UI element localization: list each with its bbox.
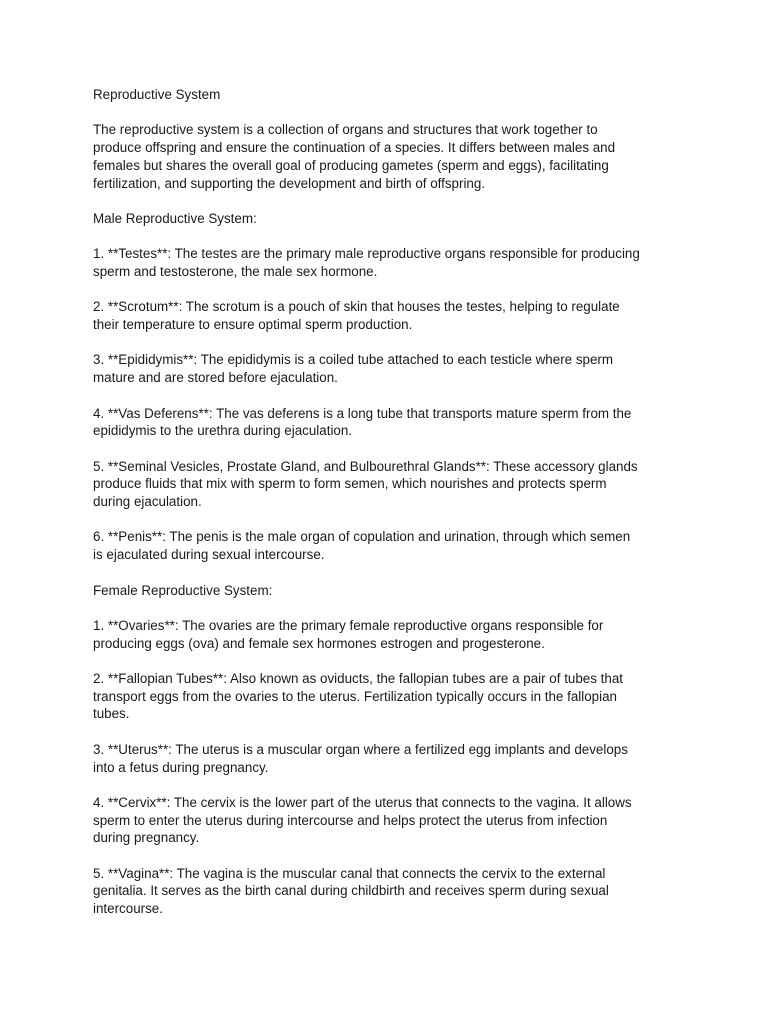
list-item-line: intercourse. <box>93 901 163 917</box>
list-item-line: during pregnancy. <box>93 830 200 846</box>
female-item-vagina <box>93 865 683 918</box>
list-item-line: is ejaculated during sexual intercourse. <box>93 547 325 563</box>
list-item-line: 1. **Testes**: The testes are the primary male reproductive organs responsible for producing <box>93 246 640 262</box>
list-item-line: transport eggs from the ovaries to the uterus. Fertilization typically occurs in the fallopian <box>93 688 617 704</box>
list-item-line: 3. **Uterus**: The uterus is a muscular organ where a fertilized egg implants and develops <box>93 741 628 757</box>
female-item-ovaries <box>93 617 683 652</box>
list-item-line: produce fluids that mix with sperm to form semen, which nourishes and protects sperm <box>93 476 607 492</box>
list-item-line: 2. **Scrotum**: The scrotum is a pouch of skin that houses the testes, helping to regulate <box>93 299 620 315</box>
title-line: Reproductive System <box>93 87 221 102</box>
list-item-line: tubes. <box>93 706 130 722</box>
list-item-line: mature and are stored before ejaculation. <box>93 370 338 386</box>
list-item-line: 5. **Seminal Vesicles, Prostate Gland, and Bulbourethral Glands**: These accessory glands <box>93 458 638 474</box>
list-item-line: 5. **Vagina**: The vagina is the muscular canal that connects the cervix to the external <box>93 865 606 881</box>
intro-paragraph <box>93 121 683 192</box>
female-item-fallopian-tubes <box>93 670 683 723</box>
list-item-line: producing eggs (ova) and female sex hormones estrogen and progesterone. <box>93 635 545 651</box>
male-item-epididymis <box>93 351 683 386</box>
list-item-line: 4. **Vas Deferens**: The vas deferens is a long tube that transports mature sperm from the <box>93 405 632 421</box>
list-item-line: 2. **Fallopian Tubes**: Also known as oviducts, the fallopian tubes are a pair of tubes that <box>93 671 624 687</box>
list-item-line: 1. **Ovaries**: The ovaries are the primary female reproductive organs responsible for <box>93 617 604 633</box>
intro-line: produce offspring and ensure the continuation of a species. It differs between males and <box>93 140 616 156</box>
male-item-scrotum <box>93 298 683 333</box>
section-heading-line: Female Reproductive System: <box>93 582 273 598</box>
male-item-accessory-glands <box>93 458 683 511</box>
list-item-line: during ejaculation. <box>93 494 202 510</box>
section-heading-line: Male Reproductive System: <box>93 210 257 226</box>
list-item-line: 4. **Cervix**: The cervix is the lower part of the uterus that connects to the vagina. It allows <box>93 794 632 810</box>
list-item-line: genitalia. It serves as the birth canal during childbirth and receives sperm during sexual <box>93 883 609 899</box>
female-item-cervix <box>93 794 683 847</box>
intro-line: females but shares the overall goal of producing gametes (sperm and eggs), facilitating <box>93 157 609 173</box>
male-item-testes <box>93 245 683 280</box>
list-item-line: sperm to enter the uterus during intercourse and helps protect the uterus from infection <box>93 812 608 828</box>
male-item-penis <box>93 528 683 563</box>
list-item-line: 3. **Epididymis**: The epididymis is a coiled tube attached to each testicle where sperm <box>93 352 614 368</box>
female-item-uterus <box>93 741 683 776</box>
list-item-line: their temperature to ensure optimal sperm production. <box>93 317 413 333</box>
female-section-heading <box>93 582 683 600</box>
list-item-line: into a fetus during pregnancy. <box>93 759 269 775</box>
list-item-line: 6. **Penis**: The penis is the male organ of copulation and urination, through which semen <box>93 529 631 545</box>
male-section-heading <box>93 210 683 228</box>
intro-line: The reproductive system is a collection of organs and structures that work together to <box>93 122 598 138</box>
document-body <box>93 86 683 936</box>
male-item-vas-deferens <box>93 405 683 440</box>
list-item-line: sperm and testosterone, the male sex hormone. <box>93 263 378 279</box>
list-item-line: epididymis to the urethra during ejaculation. <box>93 423 353 439</box>
intro-line: fertilization, and supporting the development and birth of offspring. <box>93 175 486 191</box>
document-title <box>93 86 683 104</box>
